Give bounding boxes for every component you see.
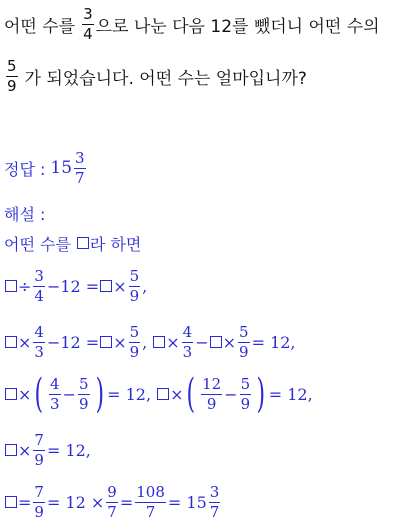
answer-fraction [74,148,86,187]
minus-sign: − [195,332,209,352]
times-sign: × [18,384,32,404]
unknown-box [5,388,17,400]
times-sign: × [170,384,184,404]
equation-text: −12 = [46,276,100,296]
fraction-denominator: 9 [239,342,249,361]
equation-text: = 12, [251,332,296,352]
unknown-box [153,336,165,348]
times-sign: × [113,276,127,296]
solution-heading [4,202,45,224]
fraction-three-quarters [82,4,94,43]
answer-label: 정답 : [4,159,46,179]
equation-text: = 12 × [46,492,105,512]
fraction-denominator: 9 [129,286,140,305]
solution-intro [4,232,141,254]
fraction-numerator: 12 [202,374,222,393]
fraction-numerator: 5 [7,56,17,75]
problem-text-2: 으로 나눈 다음 12를 뺐더니 어떤 수의 [95,16,380,37]
fraction-denominator: 9 [34,502,44,521]
right-paren: ) [256,371,266,417]
fraction [135,482,166,521]
fraction [238,322,250,361]
fraction-denominator: 4 [34,286,44,305]
unknown-box [5,336,17,348]
fraction [33,430,45,469]
fraction [49,374,61,413]
solution-heading-text: 해설 : [4,204,46,224]
fraction-numerator: 4 [50,374,60,393]
fraction-numerator: 3 [209,482,220,501]
equation-text: = 15 [167,492,207,512]
fraction-five-ninths [6,56,18,95]
equation-5 [4,482,222,522]
equation-text: = 12, [107,384,152,404]
fraction [78,374,90,413]
fraction-denominator: 7 [145,502,156,521]
minus-sign: − [224,384,238,404]
fraction-denominator: 9 [34,450,44,469]
fraction-denominator: 3 [34,342,44,361]
unknown-box [5,496,17,508]
equation-3 [4,372,313,416]
intro-text-a: 어떤 수를 [4,234,71,254]
right-paren: ) [95,371,104,417]
equation-2 [4,322,296,362]
equation-text: , [142,332,148,352]
fraction-numerator: 4 [34,322,44,341]
problem-text-3: 가 되었습니다. 어떤 수는 얼마입니까? [24,68,307,89]
times-sign: × [222,332,237,352]
unknown-box [100,280,112,292]
equation-text: = 12, [46,440,91,460]
fraction-numerator: 5 [240,374,251,393]
fraction-numerator: 7 [34,430,44,449]
answer-line [4,148,88,188]
fraction [201,374,222,413]
fraction [240,374,252,413]
fraction [129,322,141,361]
fraction-numerator: 5 [78,374,89,393]
fraction-denominator: 7 [75,168,85,187]
intro-text-b: 라 하면 [89,234,142,254]
fraction-numerator: 5 [129,266,140,285]
fraction-denominator: 9 [206,394,217,413]
fraction-numerator: 4 [182,322,193,341]
fraction-denominator: 7 [209,502,220,521]
times-sign: × [166,332,180,352]
fraction [33,266,45,305]
equation-1 [4,266,147,306]
fraction-denominator: 3 [50,394,60,413]
fraction-denominator: 9 [7,76,17,95]
fraction-denominator: 4 [83,24,93,43]
equation-text: = 12, [268,384,313,404]
fraction [209,482,221,521]
fraction-numerator: 7 [34,482,44,501]
fraction-denominator: 3 [182,342,193,361]
minus-sign: − [62,384,76,404]
unknown-box [157,388,169,400]
fraction-numerator: 5 [239,322,249,341]
problem-line-1 [4,4,380,44]
equation-4 [4,430,91,470]
left-paren: ( [34,371,44,417]
fraction-denominator: 9 [78,394,89,413]
fraction-denominator: 7 [107,502,117,521]
fraction-numerator: 3 [34,266,44,285]
problem-text-1: 어떤 수를 [4,16,76,37]
equation-text: −12 = [46,332,100,352]
fraction [106,482,118,521]
fraction-numerator: 3 [75,148,85,167]
times-sign: × [113,332,127,352]
fraction-numerator: 108 [136,482,165,501]
fraction-denominator: 9 [240,394,251,413]
unknown-box [5,280,17,292]
answer-whole: 15 [50,158,73,178]
fraction-numerator: 9 [107,482,117,501]
fraction [129,266,141,305]
fraction-denominator: 9 [129,342,140,361]
fraction [33,322,45,361]
unknown-box [77,237,89,249]
fraction-numerator: 5 [129,322,140,341]
problem-line-2 [4,56,307,96]
fraction [182,322,194,361]
left-paren: ( [186,371,196,417]
unknown-box [5,444,17,456]
times-sign: × [18,440,32,460]
fraction-numerator: 3 [83,4,93,23]
fraction [33,482,45,521]
unknown-box [100,336,112,348]
divide-sign: ÷ [18,276,32,296]
equals-sign: = [119,492,134,512]
equation-text: = [18,492,32,512]
equation-text: , [142,276,148,296]
times-sign: × [18,332,32,352]
unknown-box [210,336,222,348]
